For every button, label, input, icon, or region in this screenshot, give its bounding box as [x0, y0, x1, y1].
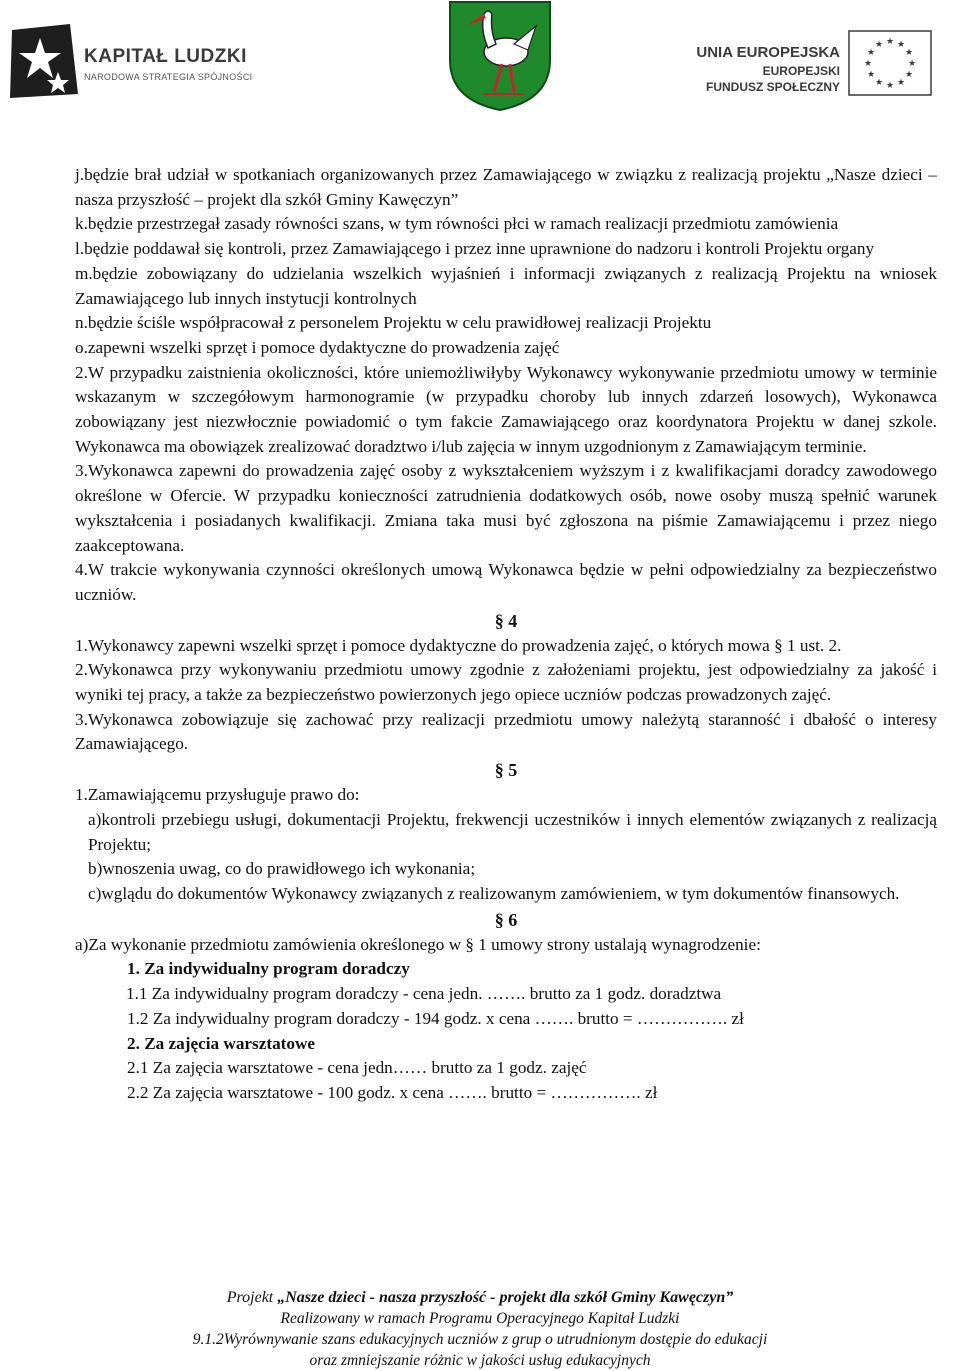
paragraph-6-2-heading: 2. Za zajęcia warsztatowe [127, 1033, 316, 1053]
svg-text:★: ★ [904, 48, 914, 58]
document-body [75, 163, 937, 1106]
item-n: n.będzie ściśle współpracował z personelem Projektu w celu prawidłowej realizacji Projektu [75, 313, 712, 333]
svg-text:★: ★ [874, 40, 884, 50]
paragraph-3-2: 2.W przypadku zaistnienia okoliczności, które uniemożliwiłyby Wykonawcy wykonywanie przedmiotu umowy w terminie wskazanym w szczegółowym harmonogramie (w przypadku choroby lub innych zdarzeń losowych), Wykonawca zobowiązany jest niezwłocznie powiadomić o tym fakcie Zamawiającego oraz koordynatora Projektu w danej szkole. Wykonawca ma obowiązek zrealizować doradztwo i/lub zajęcia w innym uzgodnionym z Zamawiającym terminie. [75, 362, 937, 456]
paragraph-3-4: 4.W trakcie wykonywania czynności określonych umową Wykonawca będzie w pełni odpowiedzialny za bezpieczeństwo uczniów. [75, 560, 937, 604]
paragraph-6-1-1: 1.1 Za indywidualny program doradczy - cena jedn. ……. brutto za 1 godz. doradztwa [126, 984, 722, 1004]
eu-flag-icon [848, 30, 932, 96]
svg-text:★: ★ [885, 81, 895, 91]
paragraph-5-1: 1.Zamawiającemu przysługuje prawo do: [75, 785, 360, 805]
paragraph-5-c: c)wglądu do dokumentów Wykonawcy związanych z realizowanym zamówieniem, w tym dokumentów finansowych. [88, 883, 900, 903]
page-header [0, 0, 960, 125]
page-footer [0, 1287, 960, 1371]
footer-project-title: „Nasze dzieci - nasza przyszłość - projekt dla szkół Gminy Kawęczyn” [277, 1289, 734, 1306]
footer-line-1 [0, 1287, 960, 1308]
svg-text:★: ★ [896, 40, 906, 50]
svg-text:★: ★ [863, 59, 873, 69]
paragraph-6-2-2: 2.2 Za zajęcia warsztatowe - 100 godz. x cena ……. brutto = ……………. zł [127, 1082, 658, 1102]
item-j: j.będzie brał udział w spotkaniach organizowanych przez Zamawiającego w związku z realizacją projektu „Nasze dzieci – nasza przyszłość – projekt dla szkół Gminy Kawęczyn” [75, 165, 937, 209]
svg-text:★: ★ [866, 48, 876, 58]
footer-line-2: Realizowany w ramach Programu Operacyjnego Kapitał Ludzki [280, 1310, 680, 1327]
footer-line-3: 9.1.2Wyrównywanie szans edukacyjnych uczniów z grup o utrudnionym dostępie do edukacji [192, 1331, 768, 1348]
svg-text:★: ★ [866, 70, 876, 80]
paragraph-6-1-heading: 1. Za indywidualny program doradczy [127, 959, 410, 979]
footer-prefix: Projekt [226, 1289, 278, 1306]
svg-text:★: ★ [907, 59, 917, 69]
svg-text:★: ★ [896, 78, 906, 88]
paragraph-4-3: 3.Wykonawca zobowiązuje się zachować przy realizacji przedmiotu umowy należytą staranność i dbałość o interesy Zamawiającego. [75, 709, 937, 754]
stork-crest-icon [444, 0, 556, 112]
svg-text:★: ★ [904, 70, 914, 80]
svg-text:★: ★ [874, 78, 884, 88]
paragraph-6-1-2: 1.2 Za indywidualny program doradczy - 194 godz. x cena ……. brutto = ……………. zł [127, 1008, 744, 1028]
kapital-ludzki-title: KAPITAŁ LUDZKI [84, 46, 247, 67]
section-6-heading: § 6 [494, 909, 518, 930]
item-k: k.będzie przestrzegał zasady równości szans, w tym równości płci w ramach realizacji przedmiotu zamówienia [75, 214, 839, 234]
paragraph-6-a: a)Za wykonanie przedmiotu zamówienia określonego w § 1 umowy strony ustalają wynagrodzenie: [75, 934, 761, 954]
item-m: m.będzie zobowiązany do udzielania wszelkich wyjaśnień i informacji związanych z realizacją Projektu na wniosek Zamawiającego lub innych instytucji kontrolnych [75, 263, 937, 308]
kapital-ludzki-subtitle: NARODOWA STRATEGIA SPÓJNOŚCI [84, 72, 253, 82]
paragraph-5-a: a)kontroli przebiegu usługi, dokumentacji Projektu, frekwencji uczestników i innych elementów związanych z realizacją Projektu; [88, 809, 937, 854]
paragraph-5-b: b)wnoszenia uwag, co do prawidłowego ich wykonania; [88, 859, 476, 879]
paragraph-4-2: 2.Wykonawca przy wykonywaniu przedmiotu umowy zgodnie z założeniami projektu, jest odpowiedzialny za jakość i wyniki tej pracy, a także za bezpieczeństwo powierzonych jego opiece uczniów podczas prowadzonych zajęć. [75, 660, 937, 705]
section-5-heading: § 5 [494, 760, 518, 781]
svg-text:★: ★ [885, 37, 895, 47]
paragraph-4-1: 1.Wykonawcy zapewni wszelki sprzęt i pomoce dydaktyczne do prowadzenia zajęć, o których mowa § 1 ust. 2. [75, 635, 842, 655]
paragraph-6-2-1: 2.1 Za zajęcia warsztatowe - cena jedn…… brutto za 1 godz. zajęć [127, 1058, 587, 1078]
eu-logo-line3: FUNDUSZ SPOŁECZNY [705, 80, 840, 94]
item-l: l.będzie poddawał się kontroli, przez Zamawiającego i przez inne uprawnione do nadzoru i kontroli Projektu organy [75, 239, 875, 259]
item-o: o.zapewni wszelki sprzęt i pomoce dydaktyczne do prowadzenia zajęć [75, 337, 560, 357]
eu-logo-line2: EUROPEJSKI [762, 64, 840, 78]
section-4-heading: § 4 [494, 610, 518, 631]
paragraph-3-3: 3.Wykonawca zapewni do prowadzenia zajęć osoby z wykształceniem wyższym i z kwalifikacjami doradcy zawodowego określone w Ofercie. W przypadku konieczności zatrudnienia dodatkowych osób, nowe osoby muszą spełnić warunek wykształcenia i posiadanych kwalifikacji. Zmiana taka musi być zgłoszona na piśmie Zamawiającemu i przez niego zaakceptowana. [75, 461, 937, 555]
footer-line-4: oraz zmniejszanie różnic w jakości usług edukacyjnych [309, 1352, 651, 1369]
eu-logo-line1: UNIA EUROPEJSKA [696, 44, 840, 61]
